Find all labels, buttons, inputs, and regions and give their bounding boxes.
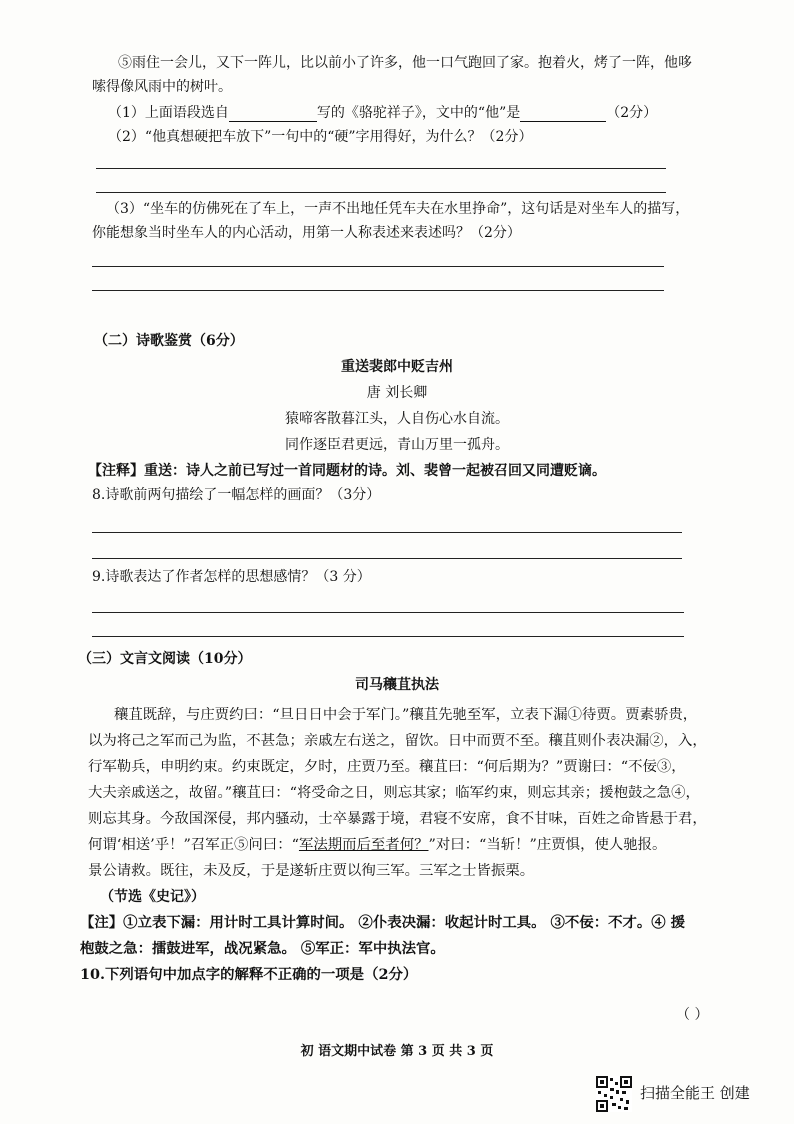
question-1-score: （2分） bbox=[606, 105, 658, 121]
question-10: 10.下列语句中加点字的解释不正确的一项是（2分） bbox=[80, 966, 418, 983]
answer-line[interactable] bbox=[92, 290, 664, 291]
answer-paren[interactable]: （ ） bbox=[676, 1007, 709, 1023]
question-1 bbox=[108, 104, 657, 122]
passage-line-1: ⑤雨住一会儿，又下一阵儿，比以前小了许多，他一口气跑回了家。抱着火，烤了一阵，他哆 bbox=[118, 55, 692, 71]
poem-title: 重送裴郎中贬吉州 bbox=[341, 359, 453, 375]
classical-text-line-6 bbox=[88, 836, 666, 854]
poem-author: 唐 刘长卿 bbox=[366, 385, 428, 401]
classical-text-line-7: 景公请救。既往，未及反，于是遂斩庄贾以徇三军。三军之士皆振栗。 bbox=[88, 863, 535, 879]
classical-text-source: （节选《史记》） bbox=[100, 889, 205, 905]
page-footer: 初 语文期中试卷 第 3 页 共 3 页 bbox=[300, 1044, 494, 1059]
answer-line[interactable] bbox=[92, 612, 684, 613]
answer-line[interactable] bbox=[96, 192, 666, 193]
poem-note: 【注释】重送：诗人之前已写过一首同题材的诗。刘、裴曾一起被召回又同遭贬谪。 bbox=[88, 463, 606, 479]
question-3-line-1: （3）“坐车的仿佛死在了车上，一声不出地任凭车夫在水里挣命”，这句话是对坐车人的描写， bbox=[106, 201, 690, 217]
classical-note-line-2: 枹鼓之急：擂鼓进军，战况紧急。 ⑤军正：军中执法官。 bbox=[80, 940, 445, 957]
classical-text-line-6-c: ”对曰：“当斩！”庄贾惧，使人驰报。 bbox=[428, 837, 667, 853]
answer-line[interactable] bbox=[92, 532, 682, 533]
question-1-part-b: 写的《骆驼祥子》，文中的“他”是 bbox=[316, 105, 521, 121]
answer-line[interactable] bbox=[92, 266, 664, 267]
answer-blank-he[interactable] bbox=[520, 107, 606, 122]
question-3-line-2: 你能想象当时坐车人的内心活动，用第一人称表述来表述吗？（2分） bbox=[92, 225, 521, 241]
passage-line-2: 嗦得像风雨中的树叶。 bbox=[92, 79, 232, 95]
classical-text-line-2: 以为将己之军而己为监，不甚急；亲戚左右送之，留饮。日中而贾不至。穰苴则仆表决漏②，入， bbox=[88, 733, 707, 749]
question-1-part-a: （1）上面语段选自 bbox=[108, 105, 229, 121]
poem-line-1: 猿啼客散暮江头，人自伤心水自流。 bbox=[285, 411, 509, 427]
answer-line[interactable] bbox=[96, 168, 666, 169]
underlined-sentence: 军法期而后至者何？ bbox=[298, 837, 429, 853]
classical-text-line-4: 大夫亲戚送之，故留。”穰苴曰：“将受命之日，则忘其家；临军约束，则忘其亲；援枹鼓之急④， bbox=[88, 785, 700, 801]
classical-text-line-3: 行军勒兵，申明约束。约束既定，夕时，庄贾乃至。穰苴曰：“何后期为？”贾谢曰：“不佞③， bbox=[88, 759, 686, 775]
answer-blank-author[interactable] bbox=[229, 107, 317, 122]
section-3-heading: （三）文言文阅读（10分） bbox=[78, 651, 252, 667]
classical-text-title: 司马穰苴执法 bbox=[355, 677, 439, 693]
section-2-heading: （二）诗歌鉴赏（6分） bbox=[94, 333, 244, 349]
question-2: （2）“他真想硬把车放下”一句中的“硬”字用得好，为什么？（2分） bbox=[108, 129, 533, 145]
qr-code-icon bbox=[596, 1076, 632, 1112]
poem-line-2: 同作逐臣君更远，青山万里一孤舟。 bbox=[285, 437, 509, 453]
classical-text-line-1: 穰苴既辞，与庄贾约曰：“旦日日中会于军门。”穰苴先驰至军，立表下漏①待贾。贾素骄贵， bbox=[114, 707, 698, 723]
scanner-watermark: 扫描全能王 创建 bbox=[640, 1084, 750, 1102]
answer-line[interactable] bbox=[92, 558, 682, 559]
classical-note-line-1: 【注】①立表下漏：用计时工具计算时间。 ②仆表决漏：收起计时工具。 ③不佞：不才。④ 援 bbox=[80, 914, 686, 931]
question-8: 8.诗歌前两句描绘了一幅怎样的画面？（3分） bbox=[92, 487, 381, 503]
classical-text-line-5: 则忘其身。今敌国深侵，邦内骚动，士卒暴露于境，君寝不安席，食不甘味，百姓之命皆悬于君， bbox=[88, 811, 707, 827]
answer-line[interactable] bbox=[92, 636, 684, 637]
classical-text-line-6-a: 何谓‘相送’乎！”召军正⑤问曰：“ bbox=[88, 837, 299, 853]
question-9: 9.诗歌表达了作者怎样的思想感情？（3 分） bbox=[92, 569, 371, 585]
